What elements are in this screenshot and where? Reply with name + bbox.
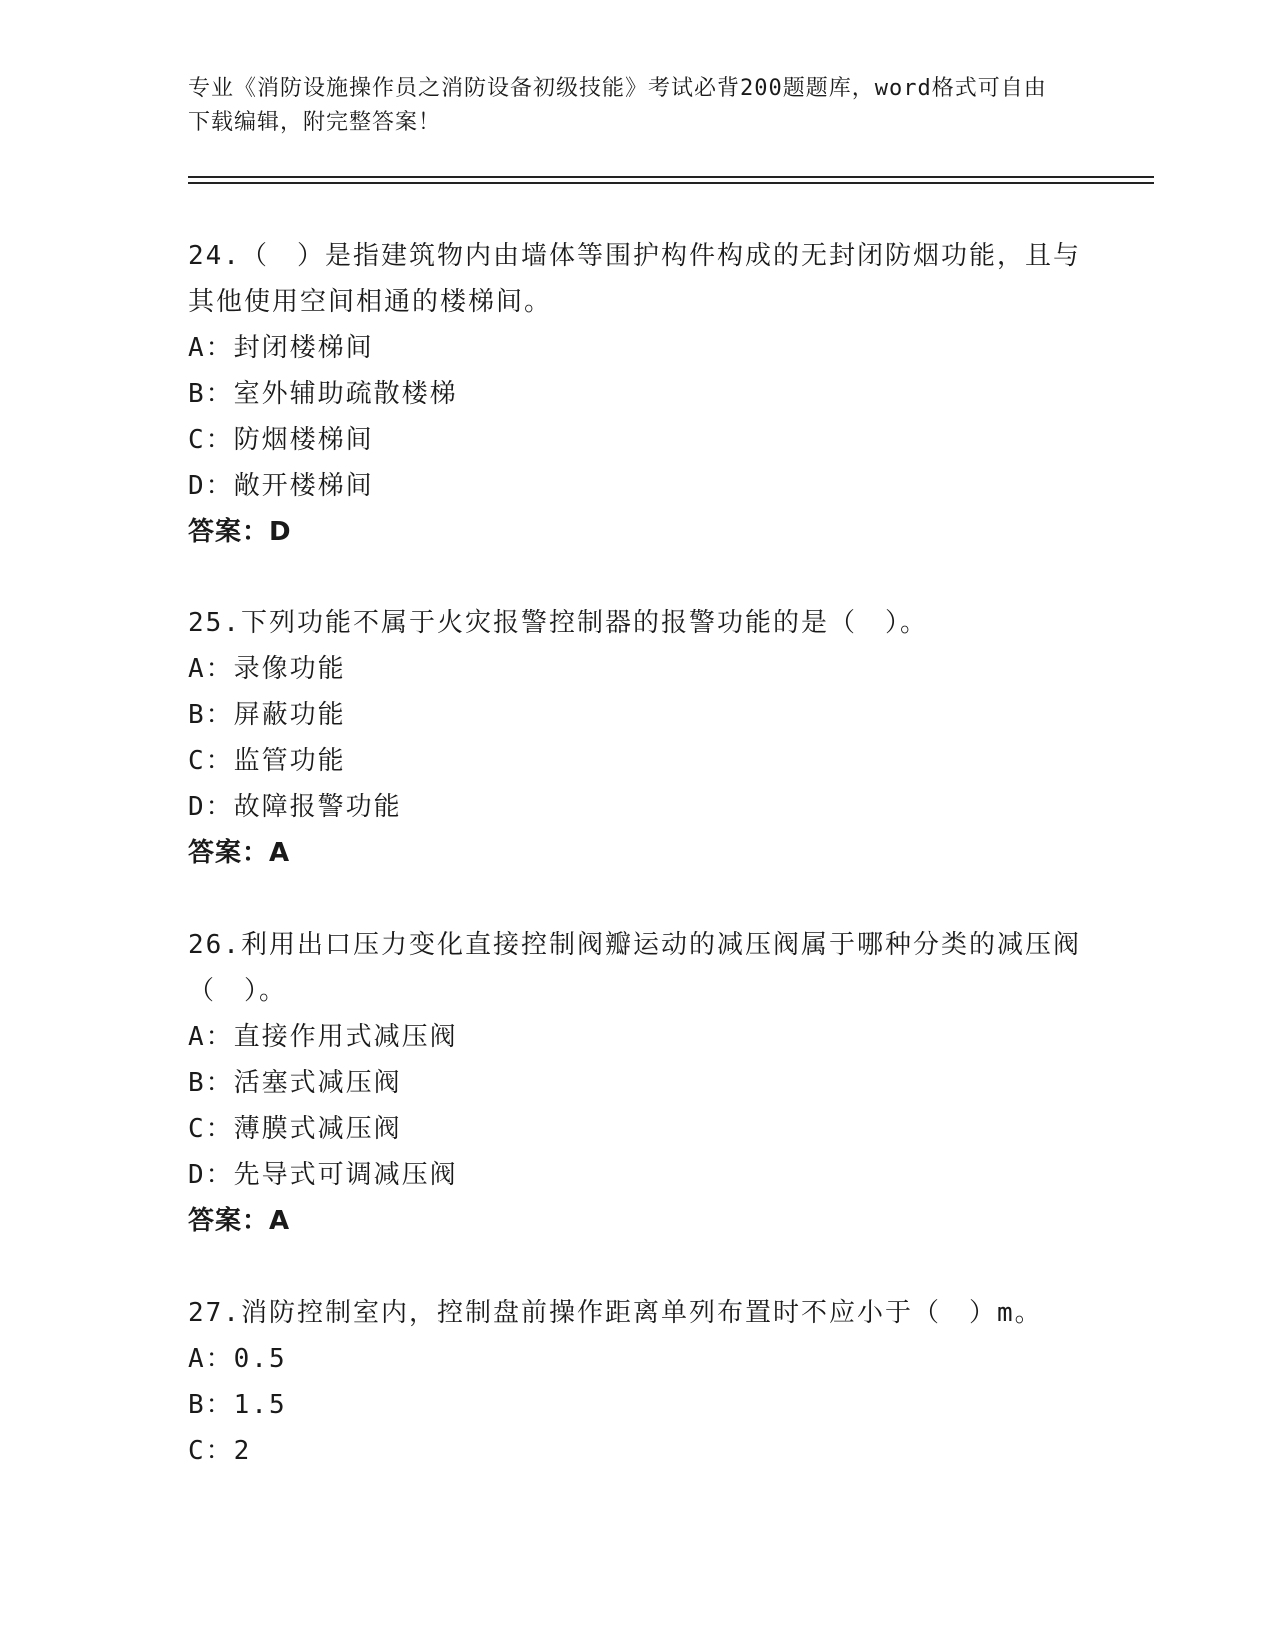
option-c: C：监管功能: [188, 746, 346, 776]
header-divider-top: [188, 176, 1154, 178]
header-divider-bottom: [188, 182, 1154, 184]
question-25: [188, 600, 1088, 876]
question-stem: 24.（ ）是指建筑物内由墙体等围护构件构成的无封闭防烟功能，且与其他使用空间相通的楼梯间。: [188, 241, 1081, 317]
option-b: B：屏蔽功能: [188, 700, 346, 730]
option-b: B：室外辅助疏散楼梯: [188, 379, 458, 409]
question-stem: 25.下列功能不属于火灾报警控制器的报警功能的是（ ）。: [188, 608, 928, 638]
option-c: C：防烟楼梯间: [188, 425, 374, 455]
answer: 答案：A: [188, 1206, 291, 1236]
option-d: D：敞开楼梯间: [188, 471, 374, 501]
option-d: D：故障报警功能: [188, 792, 402, 822]
option-a: A：封闭楼梯间: [188, 333, 374, 363]
answer: 答案：A: [188, 838, 291, 868]
document-header: 专业《消防设施操作员之消防设备初级技能》考试必背200题题库，word格式可自由下载编辑，附完整答案！: [188, 76, 1047, 135]
question-24: [188, 233, 1088, 555]
option-c: C：薄膜式减压阀: [188, 1114, 402, 1144]
option-c: C：2: [188, 1436, 252, 1466]
option-a: A：0.5: [188, 1344, 287, 1374]
option-a: A：录像功能: [188, 654, 346, 684]
question-stem: 26.利用出口压力变化直接控制阀瓣运动的减压阀属于哪种分类的减压阀（ ）。: [188, 930, 1081, 1006]
answer: 答案：D: [188, 517, 292, 547]
option-d: D：先导式可调减压阀: [188, 1160, 458, 1190]
option-b: B：1.5: [188, 1390, 287, 1420]
question-26: [188, 922, 1088, 1244]
option-b: B：活塞式减压阀: [188, 1068, 402, 1098]
option-a: A：直接作用式减压阀: [188, 1022, 458, 1052]
question-stem: 27.消防控制室内，控制盘前操作距离单列布置时不应小于（ ）m。: [188, 1298, 1043, 1328]
question-27: [188, 1290, 1088, 1474]
